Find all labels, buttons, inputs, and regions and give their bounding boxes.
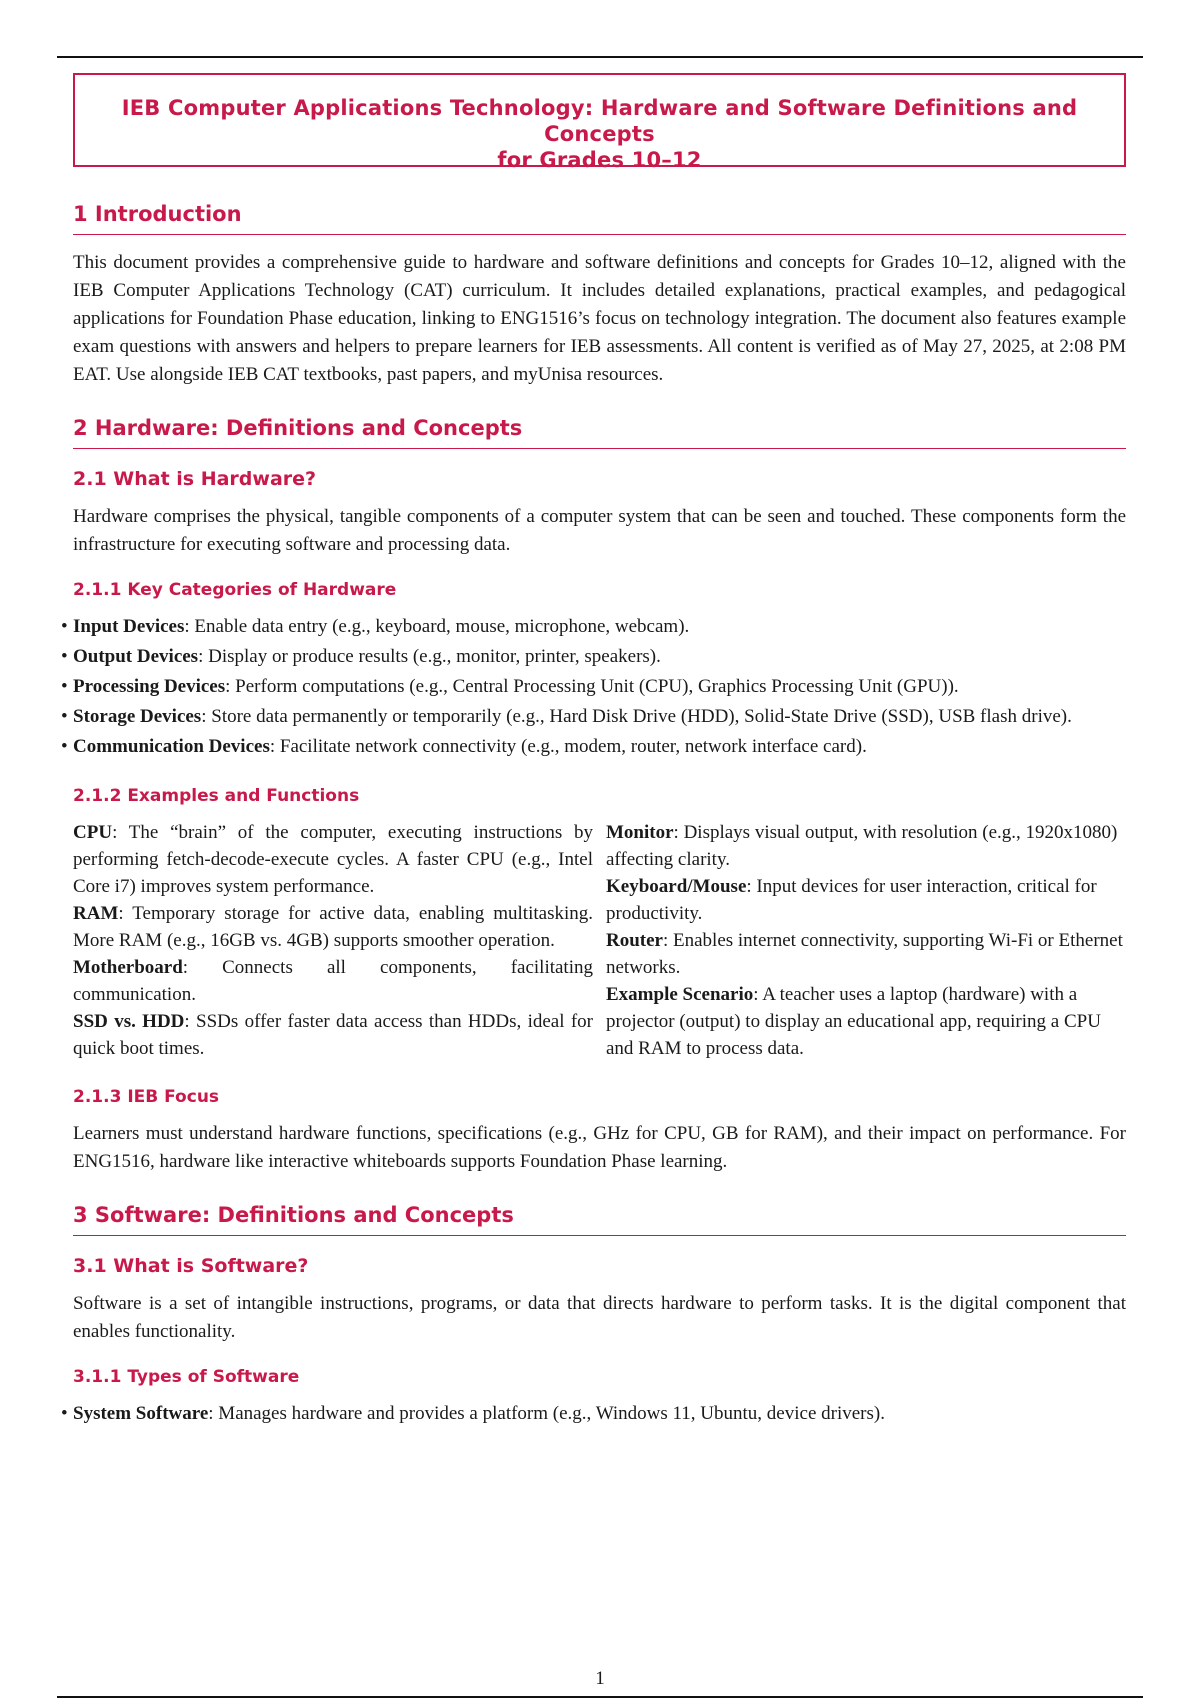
list-item bbox=[61, 673, 1126, 701]
example-desc: : Connects all components, facilitating communication. bbox=[73, 957, 593, 1005]
page-number: 1 bbox=[595, 1668, 605, 1689]
list-item-desc: : Facilitate network connectivity (e.g., modem, router, network interface card). bbox=[269, 736, 867, 757]
bullet-icon: • bbox=[61, 706, 68, 727]
example-term: RAM bbox=[73, 903, 119, 924]
example-entry bbox=[73, 1008, 593, 1062]
subsection-heading-what-is-software: 3.1 What is Software? bbox=[73, 1255, 309, 1277]
list-item-desc: : Manages hardware and provides a platform (e.g., Windows 11, Ubuntu, device drivers). bbox=[208, 1403, 885, 1424]
example-entry bbox=[606, 927, 1126, 981]
examples-two-column bbox=[73, 819, 1126, 1062]
subsection-heading-what-is-hardware: 2.1 What is Hardware? bbox=[73, 468, 317, 490]
example-desc: : Enables internet connectivity, supporting Wi-Fi or Ethernet networks. bbox=[606, 930, 1123, 978]
example-desc: : A teacher uses a laptop (hardware) with a projector (output) to display an educational app, requiring a CPU and RAM to process data. bbox=[606, 984, 1101, 1059]
example-entry bbox=[73, 819, 593, 900]
subsubsection-heading-examples: 2.1.2 Examples and Functions bbox=[73, 786, 360, 806]
list-item-term: Processing Devices bbox=[73, 676, 226, 697]
example-desc: : Displays visual output, with resolution (e.g., 1920x1080) affecting clarity. bbox=[606, 822, 1118, 870]
example-desc: : SSDs offer faster data access than HDDs, ideal for quick boot times. bbox=[73, 1011, 593, 1059]
top-rule bbox=[57, 56, 1143, 58]
document-title-line-1: IEB Computer Applications Technology: Hardware and Software Definitions and Concepts bbox=[121, 96, 1078, 146]
example-entry bbox=[606, 981, 1126, 1062]
examples-left-column bbox=[73, 819, 593, 1062]
example-term: SSD vs. HDD bbox=[73, 1011, 185, 1032]
list-item bbox=[61, 703, 1126, 731]
software-definition-paragraph: Software is a set of intangible instructions, programs, or data that directs hardware to perform tasks. It is the digital component that enables functionality. bbox=[73, 1293, 1126, 1342]
hardware-definition-paragraph: Hardware comprises the physical, tangible components of a computer system that can be seen and touched. These components form the infrastructure for executing software and processing data. bbox=[73, 506, 1126, 555]
list-item-term: Input Devices bbox=[73, 616, 185, 637]
subsubsection-heading-types-of-software: 3.1.1 Types of Software bbox=[73, 1367, 300, 1387]
list-item-desc: : Perform computations (e.g., Central Processing Unit (CPU), Graphics Processing Unit (GPU)). bbox=[225, 676, 959, 697]
example-desc: : Temporary storage for active data, enabling multitasking. More RAM (e.g., 16GB vs. 4GB) supports smoother operation. bbox=[73, 903, 593, 951]
example-term: Router bbox=[606, 930, 663, 951]
software-types-list bbox=[61, 1400, 1126, 1428]
document-title-line-2: for Grades 10–12 bbox=[497, 148, 702, 172]
section-heading-software: 3 Software: Definitions and Concepts bbox=[73, 1202, 1126, 1236]
example-term: Keyboard/Mouse bbox=[606, 876, 747, 897]
list-item bbox=[61, 733, 1126, 761]
ieb-focus-paragraph: Learners must understand hardware functions, specifications (e.g., GHz for CPU, GB for RAM), and their impact on performance. For ENG1516, hardware like interactive whiteboards supports Foundation Phase learning. bbox=[73, 1123, 1126, 1172]
title-box bbox=[73, 73, 1126, 172]
bullet-icon: • bbox=[61, 1403, 68, 1424]
example-term: Monitor bbox=[606, 822, 674, 843]
example-entry bbox=[606, 873, 1126, 927]
list-item-desc: : Enable data entry (e.g., keyboard, mouse, microphone, webcam). bbox=[184, 616, 690, 637]
example-entry bbox=[73, 954, 593, 1008]
bullet-icon: • bbox=[61, 736, 68, 757]
list-item-term: Storage Devices bbox=[73, 706, 202, 727]
document-page bbox=[61, 73, 1126, 1430]
list-item-term: System Software bbox=[73, 1403, 209, 1424]
bullet-icon: • bbox=[61, 646, 68, 667]
example-entry bbox=[73, 900, 593, 954]
list-item-term: Output Devices bbox=[73, 646, 199, 667]
section-heading-introduction: 1 Introduction bbox=[73, 201, 1126, 235]
bullet-icon: • bbox=[61, 676, 68, 697]
example-desc: : Input devices for user interaction, critical for productivity. bbox=[606, 876, 1097, 924]
example-term: Motherboard bbox=[73, 957, 183, 978]
bullet-icon: • bbox=[61, 616, 68, 637]
list-item bbox=[61, 613, 1126, 641]
subsubsection-heading-ieb-focus: 2.1.3 IEB Focus bbox=[73, 1087, 220, 1107]
list-item bbox=[61, 1400, 1126, 1428]
subsubsection-heading-key-categories: 2.1.1 Key Categories of Hardware bbox=[73, 580, 397, 600]
list-item bbox=[61, 643, 1126, 671]
list-item-desc: : Store data permanently or temporarily (e.g., Hard Disk Drive (HDD), Solid-State Drive (SSD), USB flash drive). bbox=[201, 706, 1072, 727]
hardware-categories-list bbox=[61, 613, 1126, 761]
example-term: Example Scenario bbox=[606, 984, 754, 1005]
example-entry bbox=[606, 819, 1126, 873]
bottom-rule bbox=[57, 1696, 1143, 1698]
list-item-term: Communication Devices bbox=[73, 736, 270, 757]
examples-right-column bbox=[606, 819, 1126, 1062]
example-desc: : The “brain” of the computer, executing instructions by performing fetch-decode-execute cycles. A faster CPU (e.g., Intel Core i7) improves system performance. bbox=[73, 822, 593, 897]
example-term: CPU bbox=[73, 822, 113, 843]
list-item-desc: : Display or produce results (e.g., monitor, printer, speakers). bbox=[198, 646, 661, 667]
section-heading-hardware: 2 Hardware: Definitions and Concepts bbox=[73, 415, 1126, 449]
intro-paragraph: This document provides a comprehensive guide to hardware and software definitions and concepts for Grades 10–12, aligned with the IEB Computer Applications Technology (CAT) curriculum. It includes detailed explanations, practical examples, and pedagogical applications for Foundation Phase education, linking to ENG1516’s focus on technology integration. The document also features example exam questions with answers and helpers to prepare learners for IEB assessments. All content is verified as of May 27, 2025, at 2:08 PM EAT. Use alongside IEB CAT textbooks, past papers, and myUnisa resources. bbox=[73, 252, 1126, 385]
